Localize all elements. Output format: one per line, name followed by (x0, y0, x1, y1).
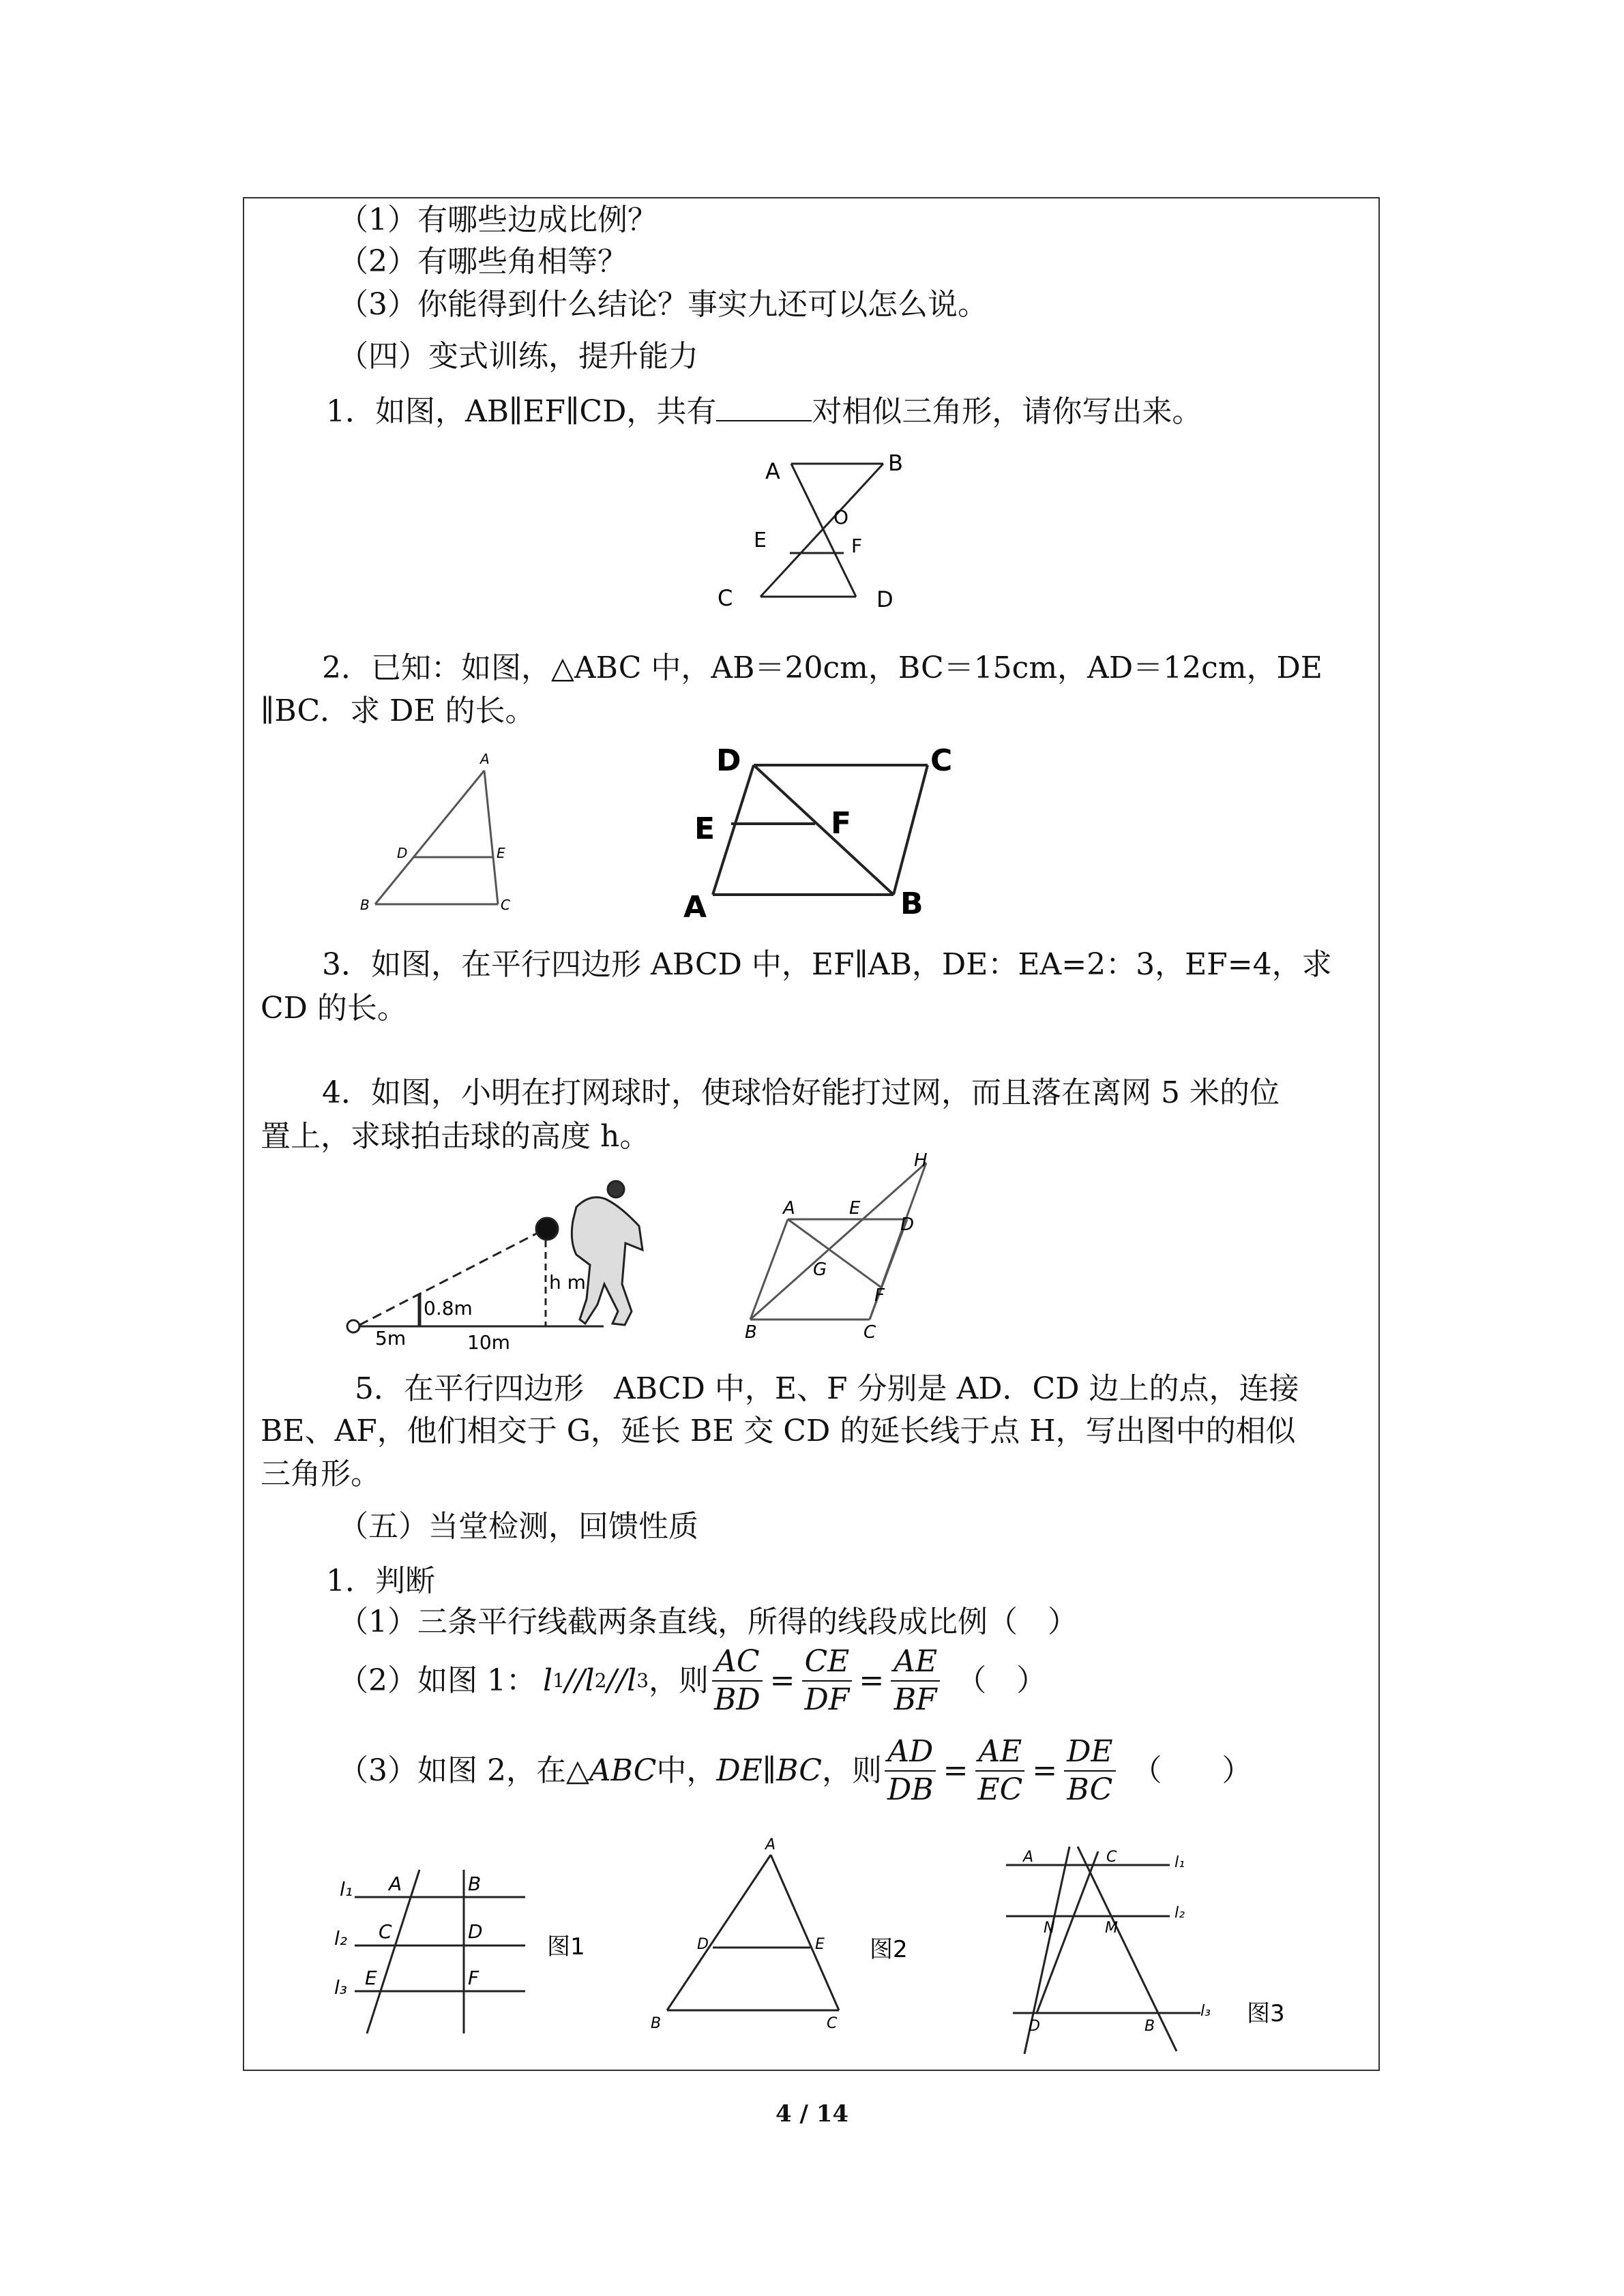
label-f: F (468, 1967, 479, 1989)
answer-bracket: （ ） (1132, 1753, 1252, 1788)
label-b: B (1145, 2018, 1155, 2035)
label-b: B (900, 886, 924, 921)
numerator: AE (975, 1733, 1024, 1772)
label-c: C (827, 2015, 838, 2032)
problem-4-line-b: 置上，求球拍击球的高度 h。 (261, 1119, 650, 1154)
page-number: 4 / 14 (775, 2100, 849, 2128)
then-word: ，则 (821, 1753, 882, 1788)
problem-1-text-b: 对相似三角形，请你写出来。 (812, 394, 1202, 429)
label-a: A (783, 1198, 795, 1219)
fraction-ac-bd (711, 1643, 763, 1718)
symbol-l3: l (627, 1663, 637, 1698)
fraction-ae-bf (891, 1643, 940, 1718)
label-f: F (851, 535, 863, 557)
denominator: DB (887, 1772, 934, 1807)
judge-item-2-prefix: （2）如图 1： (338, 1663, 536, 1698)
denominator: BD (714, 1682, 761, 1717)
problem-4-line-a: 4．如图，小明在打网球时，使球恰好能打过网，而且落在离网 5 米的位 (322, 1075, 1280, 1110)
triangle-figure (355, 750, 532, 921)
segment-de: DE (716, 1753, 763, 1788)
problem-5-line-b: BE、AF，他们相交于 G，延长 BE 交 CD 的延长线于点 H，写出图中的相似 (261, 1414, 1296, 1448)
figure-2 (641, 1834, 928, 2039)
hourglass-figure (703, 443, 921, 621)
parallel-sign-1: // (564, 1663, 585, 1698)
judge-heading: 1．判断 (326, 1564, 435, 1598)
equals-sign: = (1032, 1753, 1058, 1788)
fraction-ce-df (802, 1643, 853, 1718)
label-d: D (468, 1920, 483, 1943)
subscript-2: 2 (594, 1669, 607, 1692)
denominator: BF (894, 1682, 937, 1717)
symbol-l1: l (542, 1663, 553, 1698)
label-c: C (1106, 1849, 1117, 1866)
numerator: AE (891, 1643, 940, 1682)
numerator: DE (1064, 1733, 1115, 1772)
parallelogram-extension-figure (737, 1152, 962, 1343)
problem-5-line-a: 5．在平行四边形 ABCD 中，E、F 分别是 AD．CD 边上的点，连接 (355, 1371, 1299, 1406)
section-four-heading: （四）变式训练，提升能力 (338, 339, 698, 374)
problem-3-line-b: CD 的长。 (261, 991, 407, 1026)
label-e: E (815, 1936, 825, 1953)
label-h: H (914, 1152, 928, 1171)
label-e: E (365, 1967, 377, 1989)
figure-3-caption: 图3 (1247, 2000, 1285, 2027)
fraction-ad-db (885, 1733, 936, 1808)
answer-blank[interactable] (716, 393, 812, 421)
label-a: A (1023, 1849, 1034, 1866)
subscript-1: 1 (552, 1669, 565, 1692)
figure-3 (996, 1834, 1310, 2059)
label-c: C (379, 1920, 392, 1943)
label-b: B (468, 1873, 482, 1895)
label-a: A (765, 1836, 776, 1853)
equals-sign: = (859, 1663, 885, 1698)
label-n: N (1044, 1920, 1055, 1937)
label-b: B (651, 2015, 662, 2032)
judge-item-2 (338, 1643, 1046, 1718)
label-l1: l₁ (340, 1878, 353, 1900)
judge-item-3-prefix: （3）如图 2，在△ (338, 1753, 589, 1788)
label-l3: l₃ (1200, 2003, 1211, 2020)
triangle-abc: ABC (589, 1753, 657, 1788)
problem-1 (326, 392, 1202, 432)
label-d: D (716, 743, 741, 778)
question-sides: （1）有哪些边成比例？ (338, 203, 658, 237)
label-d: D (697, 1936, 709, 1953)
fraction-ae-ec (975, 1733, 1025, 1808)
label-b: B (745, 1322, 757, 1343)
label-a: A (765, 458, 780, 484)
label-d: D (1029, 2018, 1040, 2035)
parallel-sign: ∥ (762, 1753, 777, 1788)
label-l3: l₃ (334, 1976, 348, 1999)
numerator: AC (712, 1643, 762, 1682)
denominator: EC (977, 1772, 1023, 1807)
label-l2: l₂ (334, 1927, 348, 1950)
label-l1: l₁ (1175, 1854, 1185, 1871)
label-10m: 10m (467, 1331, 510, 1354)
parallelogram-figure (682, 743, 982, 927)
label-a: A (480, 751, 490, 767)
label-c: C (930, 743, 953, 778)
label-d: D (397, 845, 408, 861)
label-a: A (389, 1873, 402, 1895)
label-e: E (497, 845, 505, 861)
symbol-l2: l (585, 1663, 595, 1698)
problem-2-line-a: 2．已知：如图，△ABC 中，AB＝20cm，BC＝15cm，AD＝12cm，DE (322, 651, 1323, 685)
label-c: C (501, 897, 510, 913)
answer-bracket: （ ） (956, 1663, 1047, 1698)
label-l2: l₂ (1175, 1905, 1185, 1922)
problem-5-line-c: 三角形。 (261, 1457, 381, 1491)
problem-2-line-b: ∥BC．求 DE 的长。 (261, 694, 535, 728)
label-b: B (888, 450, 903, 476)
figure-1-caption: 图1 (547, 1933, 585, 1960)
label-e: E (694, 811, 715, 846)
label-a: A (683, 890, 707, 925)
equals-sign: = (769, 1663, 795, 1698)
problem-3-line-a: 3．如图，在平行四边形 ABCD 中，EF∥AB，DE：EA=2：3，EF=4，求 (322, 947, 1332, 982)
label-o: O (833, 506, 849, 528)
denominator: DF (804, 1682, 850, 1717)
equals-sign: = (943, 1753, 969, 1788)
judge-item-3 (338, 1733, 1252, 1808)
denominator: BC (1067, 1772, 1113, 1807)
label-f: F (874, 1285, 885, 1306)
label-m: M (1105, 1920, 1118, 1937)
figure-1 (327, 1855, 614, 2039)
numerator: AD (885, 1733, 936, 1772)
label-net: 0.8m (424, 1297, 473, 1320)
label-c: C (718, 585, 733, 611)
label-e: E (754, 528, 767, 552)
label-e: E (849, 1198, 861, 1219)
label-c: C (863, 1322, 876, 1343)
label-d: D (876, 586, 894, 612)
section-five-heading: （五）当堂检测，回馈性质 (338, 1509, 698, 1544)
subscript-3: 3 (636, 1669, 649, 1692)
label-b: B (360, 897, 370, 913)
parallel-sign-2: // (606, 1663, 628, 1698)
label-d: D (900, 1214, 915, 1235)
fraction-de-bc (1064, 1733, 1115, 1808)
middle-word: 中， (656, 1753, 717, 1788)
judge-item-1: （1）三条平行线截两条直线，所得的线段成比例（ ） (338, 1605, 1078, 1639)
numerator: CE (802, 1643, 853, 1682)
label-g: G (813, 1259, 827, 1280)
label-f: F (831, 806, 852, 841)
label-h: h m (549, 1271, 586, 1294)
figure-2-caption: 图2 (870, 1936, 908, 1963)
problem-1-text-a: 1．如图，AB∥EF∥CD，共有 (326, 394, 717, 429)
tennis-figure (338, 1180, 672, 1357)
question-angles: （2）有哪些角相等？ (338, 244, 628, 279)
question-conclusion: （3）你能得到什么结论？事实九还可以怎么说。 (338, 287, 988, 322)
segment-bc: BC (776, 1753, 822, 1788)
label-5m: 5m (375, 1327, 407, 1350)
then-word: ，则 (649, 1663, 709, 1698)
